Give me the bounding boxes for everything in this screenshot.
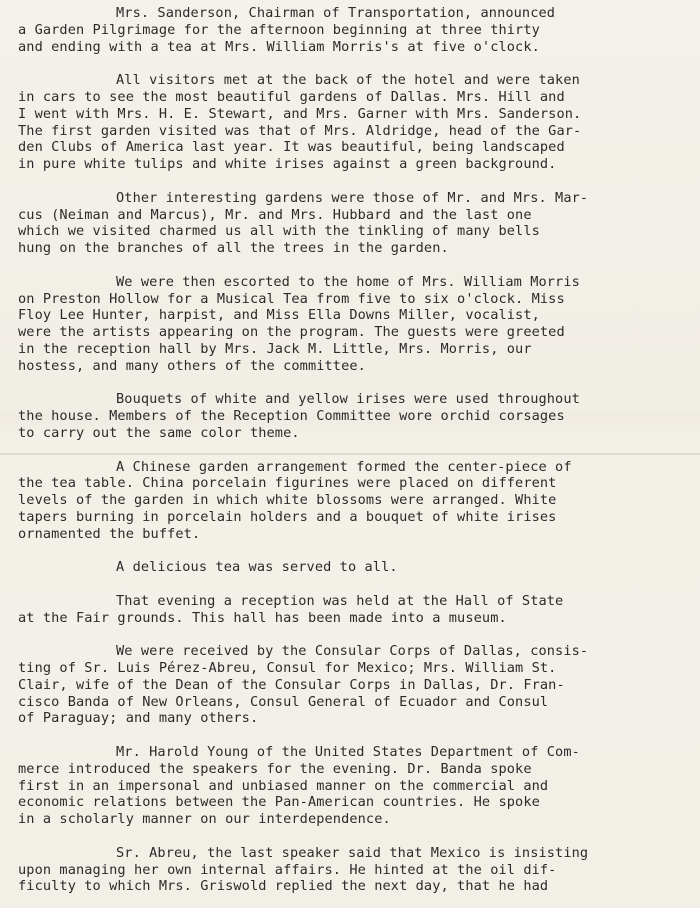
paragraph	[18, 459, 686, 543]
text-line: tapers burning in porcelain holders and a bouquet of white irises	[18, 508, 557, 525]
text-line: The first garden visited was that of Mrs. Aldridge, head of the Gar-	[18, 122, 582, 139]
text-line: Mrs. Sanderson, Chairman of Transportation, announced	[116, 5, 556, 21]
text-line: Other interesting gardens were those of Mr. and Mrs. Mar-	[116, 189, 589, 206]
text-line: That evening a reception was held at the Hall of State	[116, 592, 564, 609]
text-line: which we visited charmed us all with the tinkling of many bells	[18, 223, 540, 240]
text-line: A delicious tea was served to all.	[116, 559, 398, 576]
document-body	[18, 5, 686, 908]
text-line: at the Fair grounds. This hall has been made into a museum.	[18, 609, 507, 626]
text-line: A Chinese garden arrangement formed the center-piece of	[116, 458, 572, 475]
text-line: hostess, and many others of the committee.	[18, 357, 366, 374]
text-line: Clair, wife of the Dean of the Consular Corps in Dallas, Dr. Fran-	[18, 676, 565, 693]
text-line: first in an impersonal and unbiased manner on the commercial and	[18, 777, 549, 794]
text-line: Mr. Harold Young of the United States Department of Com-	[116, 744, 580, 761]
text-line: Bouquets of white and yellow irises were used throughout	[116, 391, 580, 408]
paragraph	[18, 190, 686, 257]
text-line: I went with Mrs. H. E. Stewart, and Mrs. Garner with Mrs. Sanderson.	[18, 105, 582, 122]
text-line: in a scholarly manner on our interdependence.	[18, 811, 391, 828]
text-line: Floy Lee Hunter, harpist, and Miss Ella Downs Miller, vocalist,	[18, 307, 540, 324]
text-line: hung on the branches of all the trees in the garden.	[18, 240, 449, 257]
text-line: ficulty to which Mrs. Griswold replied the next day, that he had	[18, 878, 549, 895]
paragraph	[18, 72, 686, 173]
text-line: to carry out the same color theme.	[18, 424, 300, 441]
text-line: the house. Members of the Reception Committee wore orchid corsages	[18, 408, 565, 425]
text-line: ting of Sr. Luis Pérez-Abreu, Consul for Mexico; Mrs. William St.	[18, 660, 557, 677]
text-line: levels of the garden in which white blossoms were arranged. White	[18, 492, 557, 509]
paragraph	[18, 274, 686, 375]
text-line: in cars to see the most beautiful gardens of Dallas. Mrs. Hill and	[18, 88, 565, 105]
text-line: of Paraguay; and many others.	[18, 710, 259, 727]
text-line: All visitors met at the back of the hotel and were taken	[116, 72, 580, 89]
text-line: were the artists appearing on the program. The guests were greeted	[18, 324, 565, 341]
paragraph	[18, 559, 686, 576]
text-line: upon managing her own internal affairs. He hinted at the oil dif-	[18, 861, 557, 878]
paragraph	[18, 5, 686, 55]
text-line: We were received by the Consular Corps of Dallas, consis-	[116, 643, 589, 660]
text-line: den Clubs of America last year. It was beautiful, being landscaped	[18, 139, 565, 156]
text-line: cus (Neiman and Marcus), Mr. and Mrs. Hubbard and the last one	[18, 206, 532, 223]
text-line: and ending with a tea at Mrs. William Morris's at five o'clock.	[18, 38, 540, 55]
text-line: the tea table. China porcelain figurines were placed on different	[18, 475, 557, 492]
paragraph	[18, 744, 686, 828]
text-line: Sr. Abreu, the last speaker said that Mexico is insisting	[116, 844, 589, 861]
text-line: in pure white tulips and white irises against a green background.	[18, 156, 557, 173]
text-line: We were then escorted to the home of Mrs. William Morris	[116, 273, 580, 290]
text-line: cisco Banda of New Orleans, Consul General of Ecuador and Consul	[18, 693, 549, 710]
text-line: in the reception hall by Mrs. Jack M. Little, Mrs. Morris, our	[18, 340, 532, 357]
text-line: merce introduced the speakers for the evening. Dr. Banda spoke	[18, 760, 532, 777]
paragraph	[18, 391, 686, 441]
paragraph	[18, 593, 686, 627]
paragraph	[18, 643, 686, 727]
text-line: economic relations between the Pan-American countries. He spoke	[18, 794, 540, 811]
text-line: a Garden Pilgrimage for the afternoon beginning at three thirty	[18, 21, 540, 38]
paragraph	[18, 845, 686, 895]
text-line: ornamented the buffet.	[18, 525, 201, 542]
text-line: on Preston Hollow for a Musical Tea from five to six o'clock. Miss	[18, 290, 565, 307]
